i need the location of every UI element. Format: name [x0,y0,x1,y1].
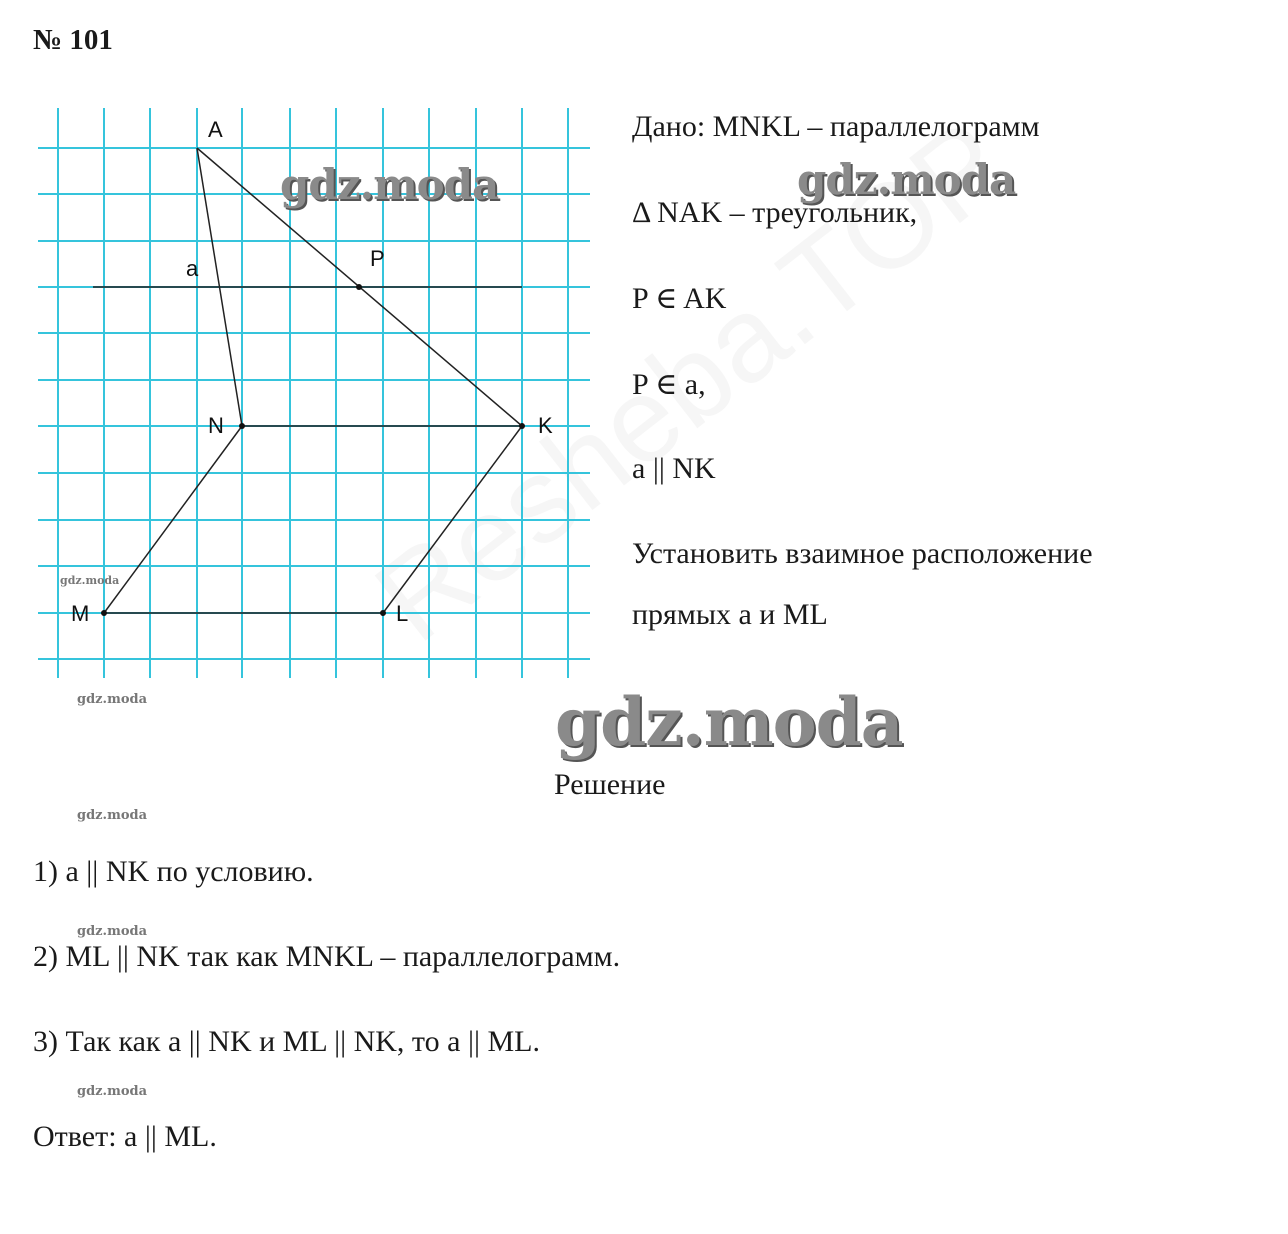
label-A: A [208,117,223,142]
solution-step-2: 2) ML || NK так как MNKL – параллелограмм. [33,940,621,973]
watermark: gdz.moda [60,574,120,587]
label-M: M [71,601,90,626]
label-N: N [208,413,224,438]
watermark: gdz.moda [797,155,1016,204]
given-line-3: P ∈ AK [632,282,727,315]
watermark: gdz.moda [280,160,499,209]
watermark: gdz.moda [77,924,148,939]
watermark: gdz.moda [77,808,148,823]
point-K [519,423,525,429]
solution-step-1: 1) a || NK по условию. [33,855,314,888]
point-M [101,610,107,616]
problem-number: № 101 [33,24,113,56]
label-a: a [186,256,199,281]
solution-heading: Решение [554,768,666,801]
label-P: P [370,246,385,271]
watermark: gdz.moda [77,1084,148,1099]
point-N [239,423,245,429]
watermark: gdz.moda [77,692,148,707]
given-line-2: Δ NAK – треугольник, [632,196,918,229]
label-K: K [538,413,553,438]
watermark: gdz.moda [555,683,903,761]
point-P [356,284,362,290]
given-line-6: Установить взаимное расположение [632,537,1093,570]
given-line-5: a || NK [632,452,716,485]
given-line-1: Дано: MNKL – параллелограмм [632,110,1040,143]
point-L [380,610,386,616]
label-L: L [396,601,409,626]
given-line-7: прямых a и ML [632,598,828,631]
given-line-4: P ∈ a, [632,368,706,401]
solution-step-3: 3) Так как a || NK и ML || NK, то a || ML. [33,1025,540,1058]
answer: Ответ: a || ML. [33,1120,217,1153]
